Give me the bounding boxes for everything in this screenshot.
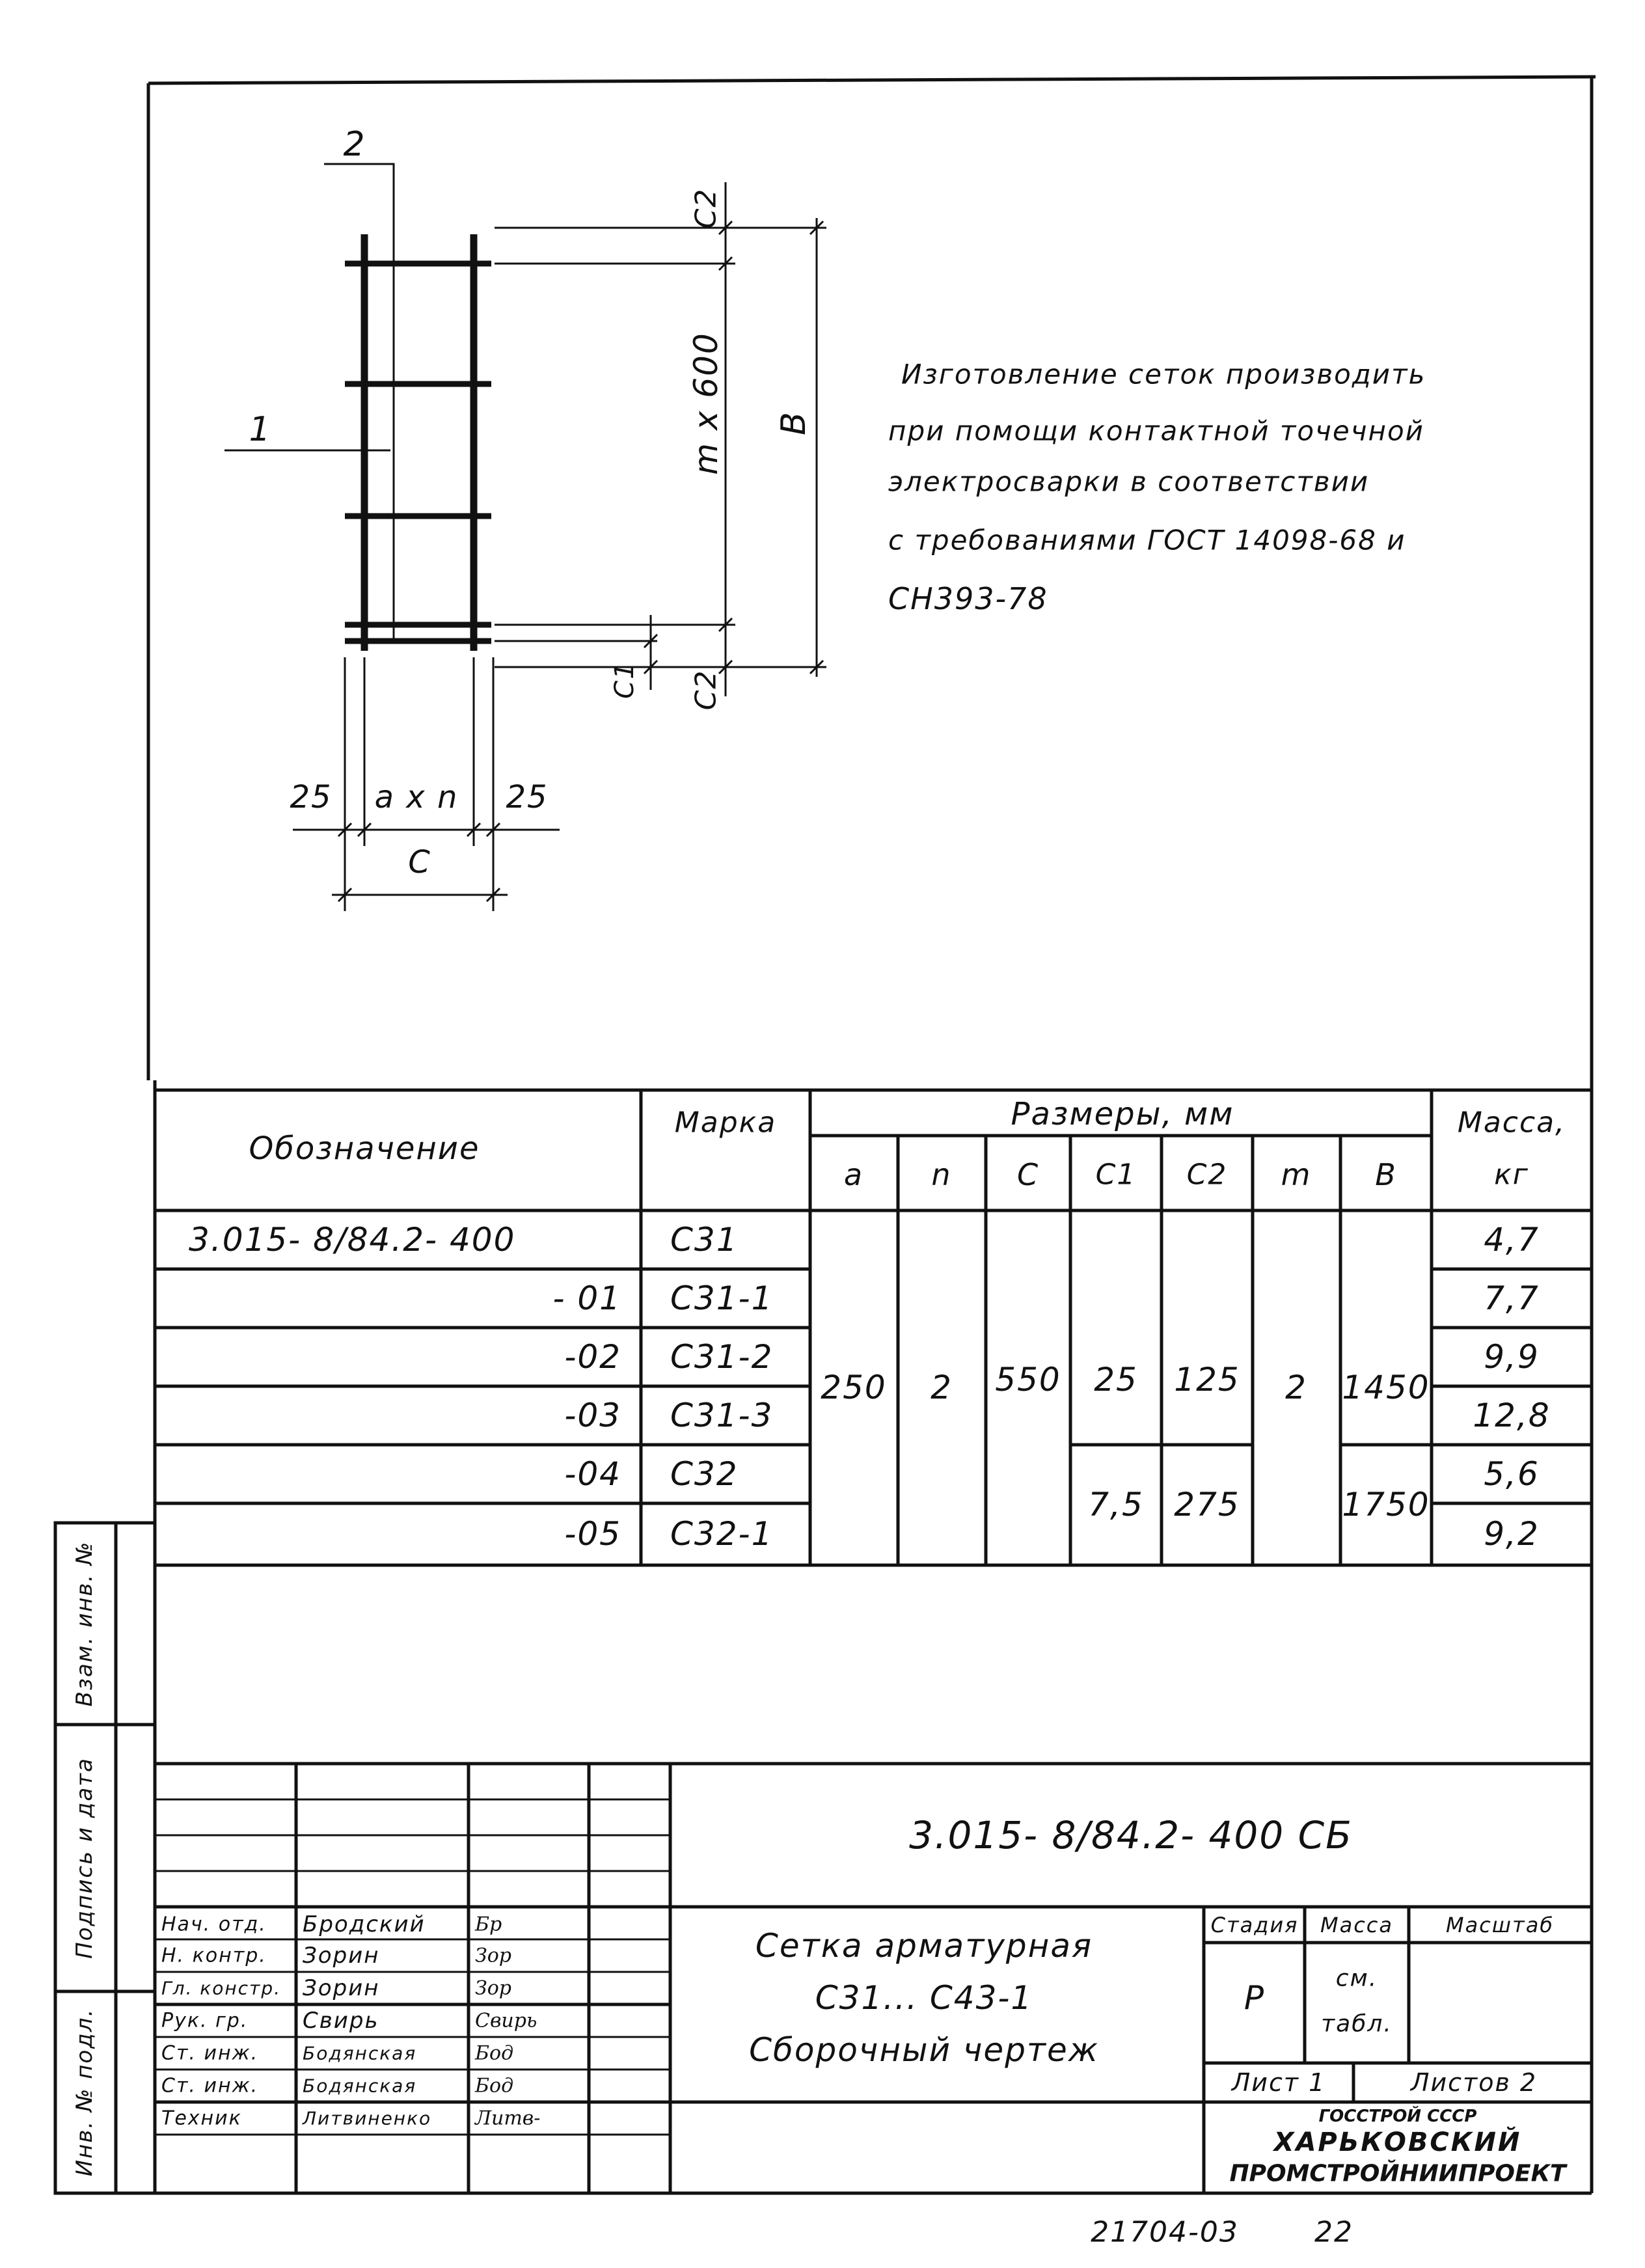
pos-bar-2-label: 2 <box>343 125 366 164</box>
row-mass: 9,2 <box>1484 1515 1540 1553</box>
sign-name: Бодянская <box>303 2075 417 2097</box>
row-mass: 7,7 <box>1484 1279 1540 1317</box>
dim-c-label: C <box>408 844 431 881</box>
pos-bar-1-label: 1 <box>249 410 272 449</box>
merged-c2-group2: 275 <box>1174 1486 1240 1523</box>
merged-b-group2: 1750 <box>1342 1486 1430 1523</box>
row-mark: C31-3 <box>670 1397 774 1434</box>
sheets-total: Листов 2 <box>1410 2068 1538 2097</box>
signature: Зор <box>475 1976 511 2000</box>
row-mark: C31-1 <box>670 1279 774 1317</box>
scale-label: Масштаб <box>1445 1913 1555 1937</box>
signature: Литв- <box>475 2107 541 2130</box>
dim-b-label: B <box>774 411 813 435</box>
sign-role: Нач. отд. <box>161 1913 267 1936</box>
mass-label: Масса <box>1320 1913 1394 1937</box>
note-line: СН393-78 <box>888 581 1048 616</box>
row-designation: - 01 <box>552 1279 621 1317</box>
row-designation: -02 <box>564 1338 621 1376</box>
header-mark: Марка <box>674 1106 777 1140</box>
header-col-c2: C2 <box>1186 1158 1228 1192</box>
org-ministry: ГОССТРОЙ СССР <box>1318 2107 1477 2126</box>
merged-b-group1: 1450 <box>1342 1369 1430 1406</box>
row-mass: 5,6 <box>1484 1455 1540 1493</box>
org-name: ХАРЬКОВСКИЙ <box>1273 2127 1522 2157</box>
merged-c1-group2: 7,5 <box>1088 1486 1144 1523</box>
sign-role: Гл. констр. <box>161 1977 282 1999</box>
side-stamp-inv: Инв. № подл. <box>72 2008 98 2177</box>
merged-n: 2 <box>931 1369 953 1406</box>
side-stamp-vzam: Взам. инв. № <box>72 1540 98 1707</box>
merged-c1-group1: 25 <box>1094 1361 1138 1399</box>
signature: Бод <box>475 2042 514 2065</box>
drawing-name-line: С31... С43-1 <box>815 1979 1033 2017</box>
sheet-number: Лист 1 <box>1231 2068 1326 2097</box>
mass-value: см. <box>1335 1965 1378 1992</box>
sign-name: Зорин <box>303 1975 380 2001</box>
stage-label: Стадия <box>1210 1913 1299 1937</box>
sign-name: Бодянская <box>303 2042 417 2064</box>
header-col-c1: C1 <box>1095 1158 1137 1192</box>
row-mass: 9,9 <box>1484 1338 1540 1376</box>
merged-c: 550 <box>995 1361 1061 1399</box>
row-mass: 4,7 <box>1484 1221 1540 1259</box>
merged-c2-group1: 125 <box>1174 1361 1240 1399</box>
row-mark: C32-1 <box>670 1515 774 1553</box>
row-mark: C32 <box>670 1455 739 1493</box>
sign-name: Свирь <box>303 2008 379 2034</box>
dim-c2-bottom-label: C2 <box>689 669 723 711</box>
sign-role: Н. контр. <box>161 1944 267 1967</box>
leader-pos-2 <box>324 164 394 641</box>
frame-top <box>148 77 1596 83</box>
side-stamp-podpis: Подпись и дата <box>72 1757 98 1959</box>
merged-a: 250 <box>821 1369 887 1406</box>
sign-role: Ст. инж. <box>161 2074 259 2097</box>
doc-code: 3.015- 8/84.2- 400 СБ <box>909 1813 1353 1857</box>
row-designation: -03 <box>564 1397 621 1434</box>
sign-role: Ст. инж. <box>161 2042 259 2065</box>
dim-25-left-label: 25 <box>290 779 333 815</box>
dim-axn-label: a x n <box>374 779 459 815</box>
header-col-b: B <box>1375 1157 1397 1192</box>
sign-name: Зорин <box>303 1943 380 1969</box>
dim-c1-label: C1 <box>610 661 640 699</box>
signature: Свирь <box>475 2009 537 2032</box>
header-col-n: n <box>931 1157 952 1192</box>
row-mass: 12,8 <box>1473 1397 1551 1434</box>
merged-m: 2 <box>1285 1369 1307 1406</box>
drawing-name-line: Сетка арматурная <box>755 1927 1093 1965</box>
mass-value: табл. <box>1321 2010 1393 2038</box>
side-stamp-box <box>55 1523 155 2193</box>
sign-role: Рук. гр. <box>161 2009 249 2032</box>
note-line: с требованиями ГОСТ 14098-68 и <box>888 524 1406 556</box>
note-line: электросварки в соответствии <box>888 465 1370 498</box>
sign-name: Бродский <box>303 1911 426 1937</box>
signature: Бод <box>475 2074 514 2097</box>
dim-spacing-label: m x 600 <box>687 332 725 475</box>
header-col-m: m <box>1281 1157 1312 1192</box>
header-dimensions: Размеры, мм <box>1011 1096 1234 1132</box>
org-name: ПРОМСТРОЙНИИПРОЕКТ <box>1229 2160 1566 2187</box>
stage-value: Р <box>1244 1979 1266 2017</box>
row-designation: 3.015- 8/84.2- 400 <box>189 1221 516 1259</box>
header-mass: Масса, <box>1457 1106 1566 1140</box>
signature: Зор <box>475 1944 511 1967</box>
header-col-c: C <box>1016 1157 1040 1192</box>
note-line: Изготовление сеток производить <box>901 358 1426 390</box>
dim-c2-top-label: C2 <box>689 187 723 229</box>
row-designation: -04 <box>564 1455 621 1493</box>
drawing-name-line: Сборочный чертеж <box>749 2031 1099 2069</box>
row-designation: -05 <box>564 1515 621 1553</box>
header-designation: Обозначение <box>249 1130 480 1167</box>
note-line: при помощи контактной точечной <box>888 415 1424 447</box>
row-mark: C31 <box>670 1221 739 1259</box>
sign-role: Техник <box>161 2107 242 2130</box>
dim-25-right-label: 25 <box>506 779 549 815</box>
page-number: 22 <box>1314 2215 1353 2249</box>
archive-code: 21704-03 <box>1091 2215 1239 2249</box>
header-col-a: a <box>843 1157 864 1192</box>
header-mass-unit: кг <box>1494 1158 1529 1192</box>
sign-name: Литвиненко <box>303 2107 432 2129</box>
row-mark: C31-2 <box>670 1338 774 1376</box>
signature: Бр <box>475 1913 502 1936</box>
